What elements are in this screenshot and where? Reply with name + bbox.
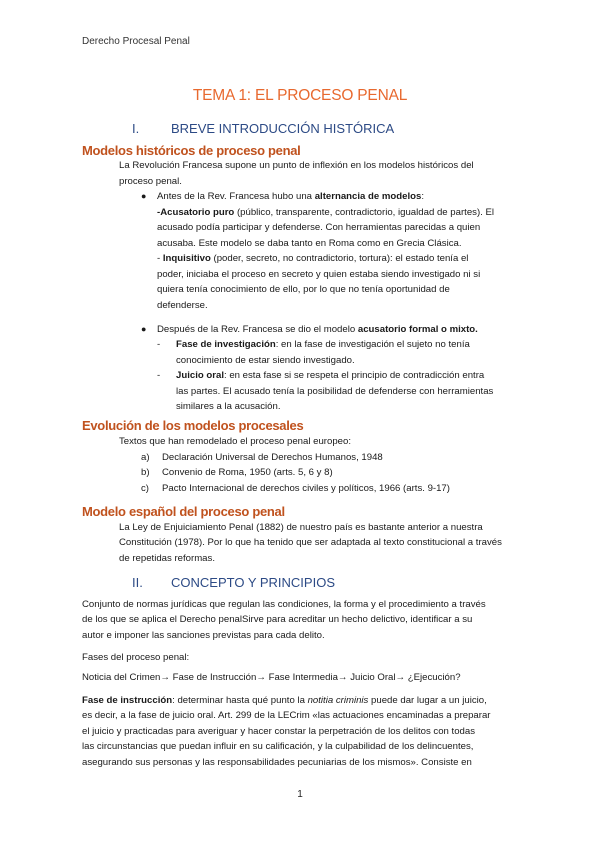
dash-line: Juicio oral: en esta fase si se respeta el principio de contradicción entra xyxy=(176,370,485,381)
section-title: BREVE INTRODUCCIÓN HISTÓRICA xyxy=(171,121,395,136)
paragraph-line: Fases del proceso penal: xyxy=(82,652,190,663)
section-title: CONCEPTO Y PRINCIPIOS xyxy=(171,575,335,590)
paragraph-line: acusado podía participar y defenderse. Con herramientas parecidas a quien xyxy=(157,222,481,233)
list-item: Convenio de Roma, 1950 (arts. 5, 6 y 8) xyxy=(162,467,333,478)
dash-icon: - xyxy=(157,339,161,350)
paragraph-line: el juicio y practicadas para averiguar y hacer constar la perpetración de los delitos con todas xyxy=(82,726,476,737)
paragraph-line: Conjunto de normas jurídicas que regulan las condiciones, la forma y el procedimiento a través xyxy=(82,599,486,610)
paragraph-line: defenderse. xyxy=(157,300,208,311)
list-marker: c) xyxy=(141,483,149,494)
paragraph-line: proceso penal. xyxy=(119,176,182,187)
paragraph-line: acusaba. Este modelo se daba tanto en Roma como en Grecia Clásica. xyxy=(157,238,462,249)
subheading-modelos: Modelos históricos de proceso penal xyxy=(82,143,301,158)
paragraph-line: La Revolución Francesa supone un punto de inflexión en los modelos históricos del xyxy=(119,160,474,171)
bullet-line: Después de la Rev. Francesa se dio el modelo acusatorio formal o mixto. xyxy=(157,324,478,335)
subheading-evolucion: Evolución de los modelos procesales xyxy=(82,418,304,433)
bullet-icon: ● xyxy=(141,191,147,201)
bullet-icon: ● xyxy=(141,324,147,334)
paragraph-line: de los que se aplica el Derecho penalSirve para acreditar un hecho delictivo, identificar a su xyxy=(82,614,473,625)
paragraph-line: quiera tenía conocimiento de ello, por lo que no tenía oportunidad de xyxy=(157,284,450,295)
paragraph-line: poder, iniciaba el proceso en secreto y quien estaba siendo investigado ni si xyxy=(157,269,481,280)
section-number: II. xyxy=(132,575,143,590)
paragraph-line: de repetidas reformas. xyxy=(119,553,215,564)
paragraph-line: similares a la acusación. xyxy=(176,401,281,412)
paragraph-line: -Acusatorio puro (público, transparente, contradictorio, igualdad de partes). El xyxy=(157,207,495,218)
list-item: Pacto Internacional de derechos civiles y políticos, 1966 (arts. 9-17) xyxy=(162,483,450,494)
paragraph-line: - Inquisitivo (poder, secreto, no contradictorio, tortura): el estado tenía el xyxy=(157,253,469,264)
list-marker: b) xyxy=(141,467,150,478)
section-number: I. xyxy=(132,121,140,136)
paragraph-line: las partes. El acusado tenía la posibilidad de defenderse con herramientas xyxy=(176,386,494,397)
paragraph-line: La Ley de Enjuiciamiento Penal (1882) de nuestro país es bastante anterior a nuestra xyxy=(119,522,483,533)
subheading-espanol: Modelo español del proceso penal xyxy=(82,504,285,519)
paragraph-line: es decir, a la fase de juicio oral. Art. 299 de la LECrim «las actuaciones encaminadas a preparar xyxy=(82,710,491,721)
paragraph-line: Constitución (1978). Por lo que ha tenido que ser adaptada al texto constitucional a través xyxy=(119,537,502,548)
running-header: Derecho Procesal Penal xyxy=(82,36,190,47)
page-title: TEMA 1: EL PROCESO PENAL xyxy=(192,87,408,104)
list-item: Declaración Universal de Derechos Humanos, 1948 xyxy=(162,452,383,463)
bullet-line: Antes de la Rev. Francesa hubo una alternancia de modelos: xyxy=(157,191,424,202)
dash-icon: - xyxy=(157,370,161,381)
list-marker: a) xyxy=(141,452,150,463)
paragraph-line: autor e imponer las sanciones previstas para cada delito. xyxy=(82,630,325,641)
paragraph-line: Fase de instrucción: determinar hasta qué punto la notitia criminis puede dar lugar a un juicio, xyxy=(82,695,487,706)
paragraph-line: las circunstancias que puedan influir en su calificación, y la culpabilidad de los delincuentes, xyxy=(82,741,474,752)
paragraph-line: Textos que han remodelado el proceso penal europeo: xyxy=(119,436,352,447)
paragraph-line: conocimiento de estar siendo investigado. xyxy=(176,355,355,366)
dash-line: Fase de investigación: en la fase de investigación el sujeto no tenía xyxy=(176,339,470,350)
phases-sequence: Noticia del Crimen→ Fase de Instrucción→ Fase Intermedia→ Juicio Oral→ ¿Ejecución? xyxy=(82,672,461,683)
paragraph-line: asegurando sus personas y las responsabilidades pecuniarias de los mismos». Consiste en xyxy=(82,757,472,768)
page-number: 1 xyxy=(297,789,303,800)
